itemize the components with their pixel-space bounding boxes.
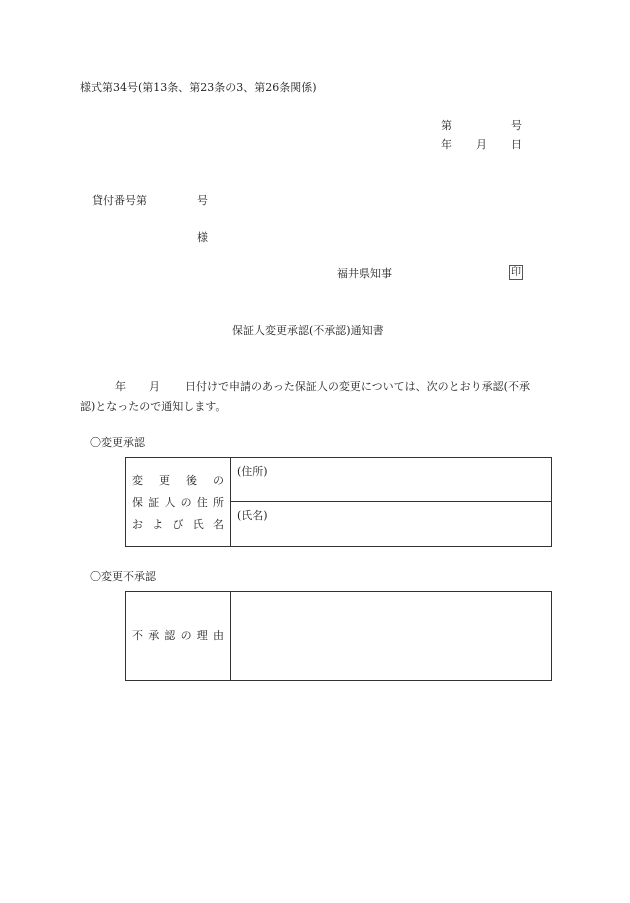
rejection-label: 不承認の理由: [132, 629, 224, 642]
addressee-sama: 様: [197, 231, 208, 244]
body-month: 月: [149, 380, 160, 393]
approval-label-line-1: 変更後の: [132, 474, 224, 487]
rejection-table: [125, 591, 552, 681]
body-year: 年: [115, 380, 126, 393]
date-day: 日: [511, 138, 522, 151]
approval-label-cell: [126, 458, 231, 547]
body-line-2: 認)となったので通知します。: [80, 400, 227, 413]
rejection-heading: 〇変更不承認: [90, 570, 156, 583]
seal-mark: 印: [511, 267, 521, 278]
loan-number-prefix: 貸付番号第: [92, 194, 147, 207]
approval-heading: 〇変更承認: [90, 436, 145, 449]
approval-label-line-2: 保証人の住所: [132, 496, 224, 509]
address-cell: [231, 458, 552, 502]
document-title: 保証人変更承認(不承認)通知書: [232, 324, 384, 337]
doc-number-dai: 第: [441, 119, 452, 132]
body-line-1-text: 日付けで申請のあった保証人の変更については、次のとおり承認(不承: [185, 380, 530, 393]
address-caption: (住所): [237, 465, 268, 478]
name-cell: [231, 502, 552, 547]
approval-table: [125, 457, 552, 547]
rejection-reason-cell: [231, 592, 552, 681]
rejection-label-cell: [126, 592, 231, 681]
doc-number-go: 号: [511, 119, 522, 132]
date-month: 月: [476, 138, 487, 151]
name-caption: (氏名): [237, 509, 268, 522]
loan-number-suffix: 号: [197, 194, 208, 207]
date-year: 年: [441, 138, 452, 151]
issuer-name: 福井県知事: [337, 267, 392, 280]
approval-label-line-3: および氏名: [132, 518, 224, 531]
form-number: 様式第34号(第13条、第23条の3、第26条関係): [80, 81, 317, 94]
